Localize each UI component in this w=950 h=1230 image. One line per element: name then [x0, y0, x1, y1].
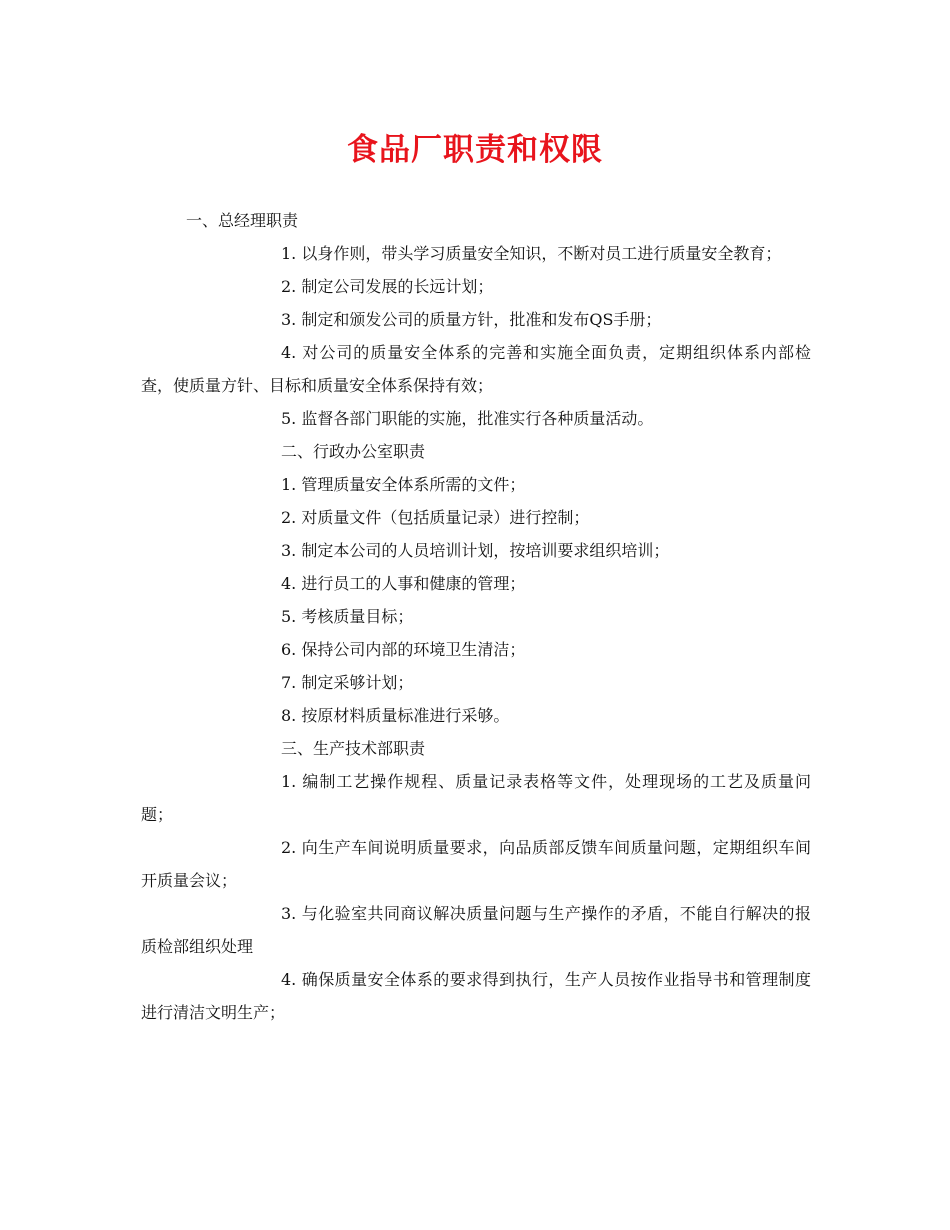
- list-item: 3. 与化验室共同商议解决质量问题与生产操作的矛盾，不能自行解决的报质检部组织处理: [141, 904, 811, 956]
- list-item: 3. 制定和颁发公司的质量方针，批准和发布QS手册；: [281, 310, 662, 329]
- document-body: [141, 204, 811, 1029]
- list-item: 3. 制定本公司的人员培训计划，按培训要求组织培训；: [281, 541, 670, 560]
- list-item: 1. 管理质量安全体系所需的文件；: [281, 475, 526, 494]
- list-item: 4. 确保质量安全体系的要求得到执行，生产人员按作业指导书和管理制度进行清洁文明生产；: [141, 970, 811, 1022]
- list-item: 2. 向生产车间说明质量要求，向品质部反馈车间质量问题，定期组织车间开质量会议；: [141, 838, 811, 890]
- list-item: 1. 以身作则，带头学习质量安全知识，不断对员工进行质量安全教育；: [281, 244, 782, 263]
- section-heading: 二、行政办公室职责: [281, 442, 426, 461]
- list-item: 8. 按原材料质量标准进行采够。: [281, 706, 510, 725]
- list-item: 5. 考核质量目标；: [281, 607, 414, 626]
- list-item: 4. 对公司的质量安全体系的完善和实施全面负责，定期组织体系内部检查，使质量方针、目标和质量安全体系保持有效；: [141, 343, 811, 395]
- list-item: 6. 保持公司内部的环境卫生清洁；: [281, 640, 526, 659]
- list-item: 4. 进行员工的人事和健康的管理；: [281, 574, 526, 593]
- section-heading: 三、生产技术部职责: [281, 739, 426, 758]
- document-title: 食品厂职责和权限: [347, 132, 603, 168]
- list-item: 2. 制定公司发展的长远计划；: [281, 277, 494, 296]
- section-heading: 一、总经理职责: [186, 211, 299, 230]
- list-item: 7. 制定采够计划；: [281, 673, 414, 692]
- list-item: 5. 监督各部门职能的实施，批准实行各种质量活动。: [281, 409, 654, 428]
- list-item: 2. 对质量文件（包括质量记录）进行控制；: [281, 508, 590, 527]
- list-item: 1. 编制工艺操作规程、质量记录表格等文件，处理现场的工艺及质量问题；: [141, 772, 811, 824]
